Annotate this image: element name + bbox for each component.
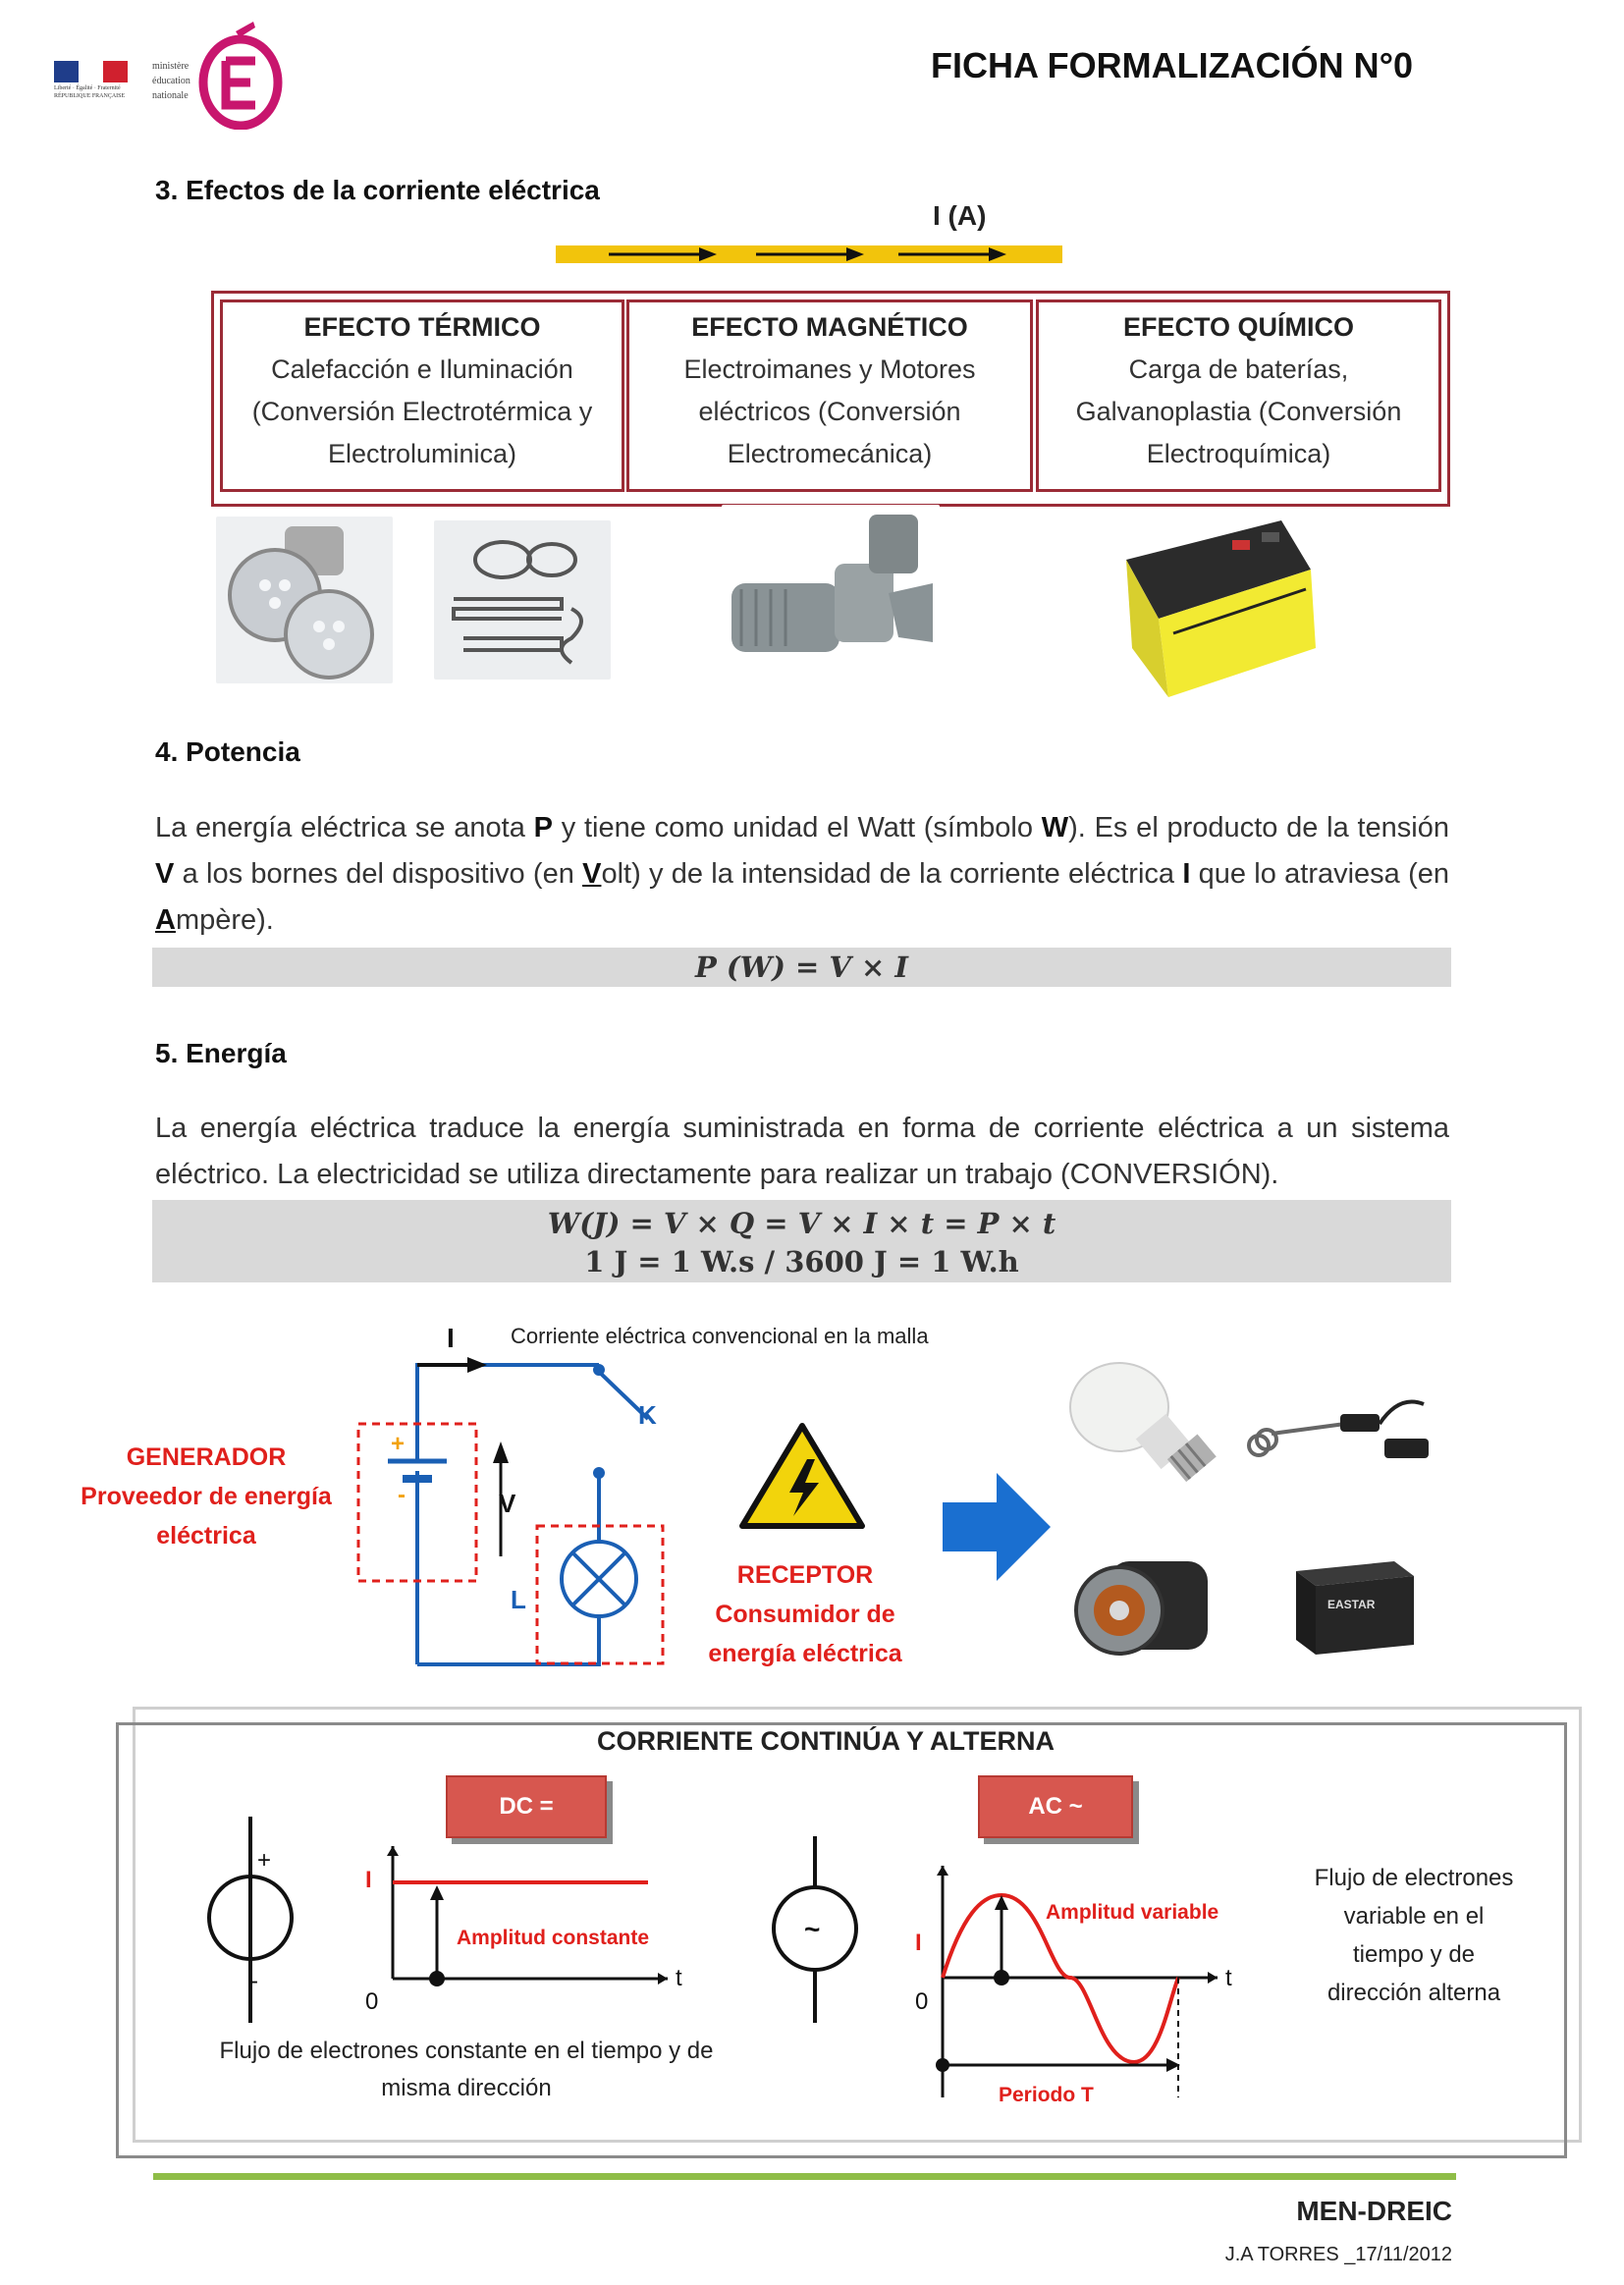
current-symbol: I bbox=[447, 1323, 455, 1353]
effect-chemical: EFECTO QUÍMICO Carga de baterías, Galvanoplastia (Conversión Electroquímica) bbox=[1036, 299, 1441, 492]
ac-symbol: ~ bbox=[804, 1914, 821, 1944]
dc-axis-i: I bbox=[365, 1867, 372, 1893]
arrow-right-icon bbox=[756, 247, 864, 261]
dc-source-symbol bbox=[196, 1817, 304, 2023]
energy-formula-box bbox=[152, 1200, 1451, 1282]
circuit-diagram bbox=[344, 1316, 697, 1689]
battery-photo bbox=[1114, 511, 1323, 702]
document-title: FICHA FORMALIZACIÓN N°0 bbox=[930, 45, 1413, 85]
voltage-arrow-icon bbox=[493, 1442, 509, 1463]
battery-minus: - bbox=[398, 1482, 406, 1508]
footer-author: J.A TORRES _17/11/2012 bbox=[1224, 2244, 1452, 2265]
sealed-battery-photo bbox=[1286, 1551, 1424, 1664]
effect-thermal: EFECTO TÉRMICO Calefacción e Iluminación (Conversión Electrotérmica y Electroluminica) bbox=[220, 299, 624, 492]
republique-caption: Liberté · Égalité · Fraternité RÉPUBLIQUE FRANÇAISE bbox=[54, 85, 126, 99]
effect-magnetic: EFECTO MAGNÉTICO Electroimanes y Motores eléctricos (Conversión Electromecánica) bbox=[626, 299, 1033, 492]
switch-label: K bbox=[638, 1400, 657, 1430]
footer-org: MEN-DREIC bbox=[1296, 2196, 1452, 2226]
receptor-label: RECEPTOR Consumidor de energía eléctrica bbox=[708, 1561, 902, 1667]
ac-axis-zero: 0 bbox=[915, 1988, 929, 2015]
dc-amplitude-label: Amplitud constante bbox=[457, 1927, 650, 1949]
dc-minus: - bbox=[250, 1968, 258, 1994]
section-heading-effects: 3. Efectos de la corriente eléctrica bbox=[155, 175, 600, 205]
energy-units-formula: 1 J = 1 W.s / 3600 J = 1 W.h bbox=[584, 1245, 1019, 1279]
dc-plus: + bbox=[257, 1847, 272, 1874]
current-arrow-icon bbox=[467, 1357, 487, 1373]
dc-label: DC = bbox=[446, 1775, 607, 1838]
lamp-label: L bbox=[511, 1585, 526, 1614]
current-caption: Corriente eléctrica convencional en la malla bbox=[511, 1324, 929, 1348]
energy-formula: W(J) = V × Q = V × I × t = P × t bbox=[547, 1207, 1056, 1240]
ac-period-label: Periodo T bbox=[999, 2084, 1094, 2106]
generator-label: GENERADOR Proveedor de energía eléctrica bbox=[81, 1443, 332, 1550]
dc-graph bbox=[353, 1846, 717, 2013]
power-paragraph: La energía eléctrica se anota P y tiene como unidad el Watt (símbolo W). Es el producto de la tensión V a los bornes del dispositivo (en Volt) y de la intensidad de la corriente eléctrica I que lo atraviesa (en Ampère). bbox=[155, 812, 1449, 936]
led-lamps-photo bbox=[216, 517, 393, 683]
dc-description: Flujo de electrones constante en el tiempo y de misma dirección bbox=[219, 2038, 714, 2101]
energy-paragraph: La energía eléctrica traduce la energía suministrada en forma de corriente eléctrica a un sistema eléctrico. La electricidad se utiliza directamente para realizar un trabajo (CONVERSIÓN). bbox=[155, 1113, 1449, 1190]
footer-divider bbox=[153, 2173, 1456, 2180]
ac-label: AC ~ bbox=[978, 1775, 1133, 1838]
ac-label-box bbox=[978, 1775, 1139, 1844]
section-heading-energy: 5. Energía bbox=[155, 1038, 287, 1068]
power-formula: P (W) = V × I bbox=[152, 948, 1451, 987]
ac-graph bbox=[903, 1866, 1257, 2111]
energy-saving-bulb-photo bbox=[1051, 1353, 1218, 1491]
republique-flag-logo bbox=[54, 61, 128, 82]
ministry-words: ministère éducation nationale bbox=[152, 61, 190, 101]
ac-source-symbol bbox=[761, 1836, 869, 2023]
ac-axis-i: I bbox=[915, 1930, 922, 1956]
voltage-label: V bbox=[499, 1489, 516, 1518]
arrow-right-icon bbox=[898, 247, 1006, 261]
dc-axis-zero: 0 bbox=[365, 1988, 379, 2013]
blue-arrow-right-icon bbox=[943, 1473, 1051, 1581]
arrow-right-icon bbox=[609, 247, 717, 261]
effects-table bbox=[211, 291, 1450, 507]
electric-motor-photo bbox=[722, 505, 940, 662]
dc-axis-t: t bbox=[676, 1965, 682, 1991]
ministry-e-logo bbox=[196, 22, 285, 130]
immersion-heater-photo bbox=[1237, 1385, 1434, 1473]
ac-amplitude-label: Amplitud variable bbox=[1046, 1901, 1219, 1924]
heating-elements-photo bbox=[434, 520, 611, 680]
ac-axis-t: t bbox=[1225, 1965, 1232, 1991]
currents-title: CORRIENTE CONTINÚA Y ALTERNA bbox=[597, 1726, 1056, 1756]
dc-motor-photo bbox=[1070, 1542, 1218, 1669]
dc-label-box bbox=[446, 1775, 613, 1844]
section-heading-power: 4. Potencia bbox=[155, 736, 300, 767]
battery-brand: EASTAR bbox=[1327, 1598, 1376, 1611]
ac-description: Flujo de electrones variable en el tiempo y de dirección alterna bbox=[1314, 1865, 1514, 2006]
current-label: I (A) bbox=[933, 200, 987, 231]
high-voltage-warning-icon bbox=[738, 1422, 866, 1530]
battery-plus: + bbox=[391, 1431, 406, 1457]
